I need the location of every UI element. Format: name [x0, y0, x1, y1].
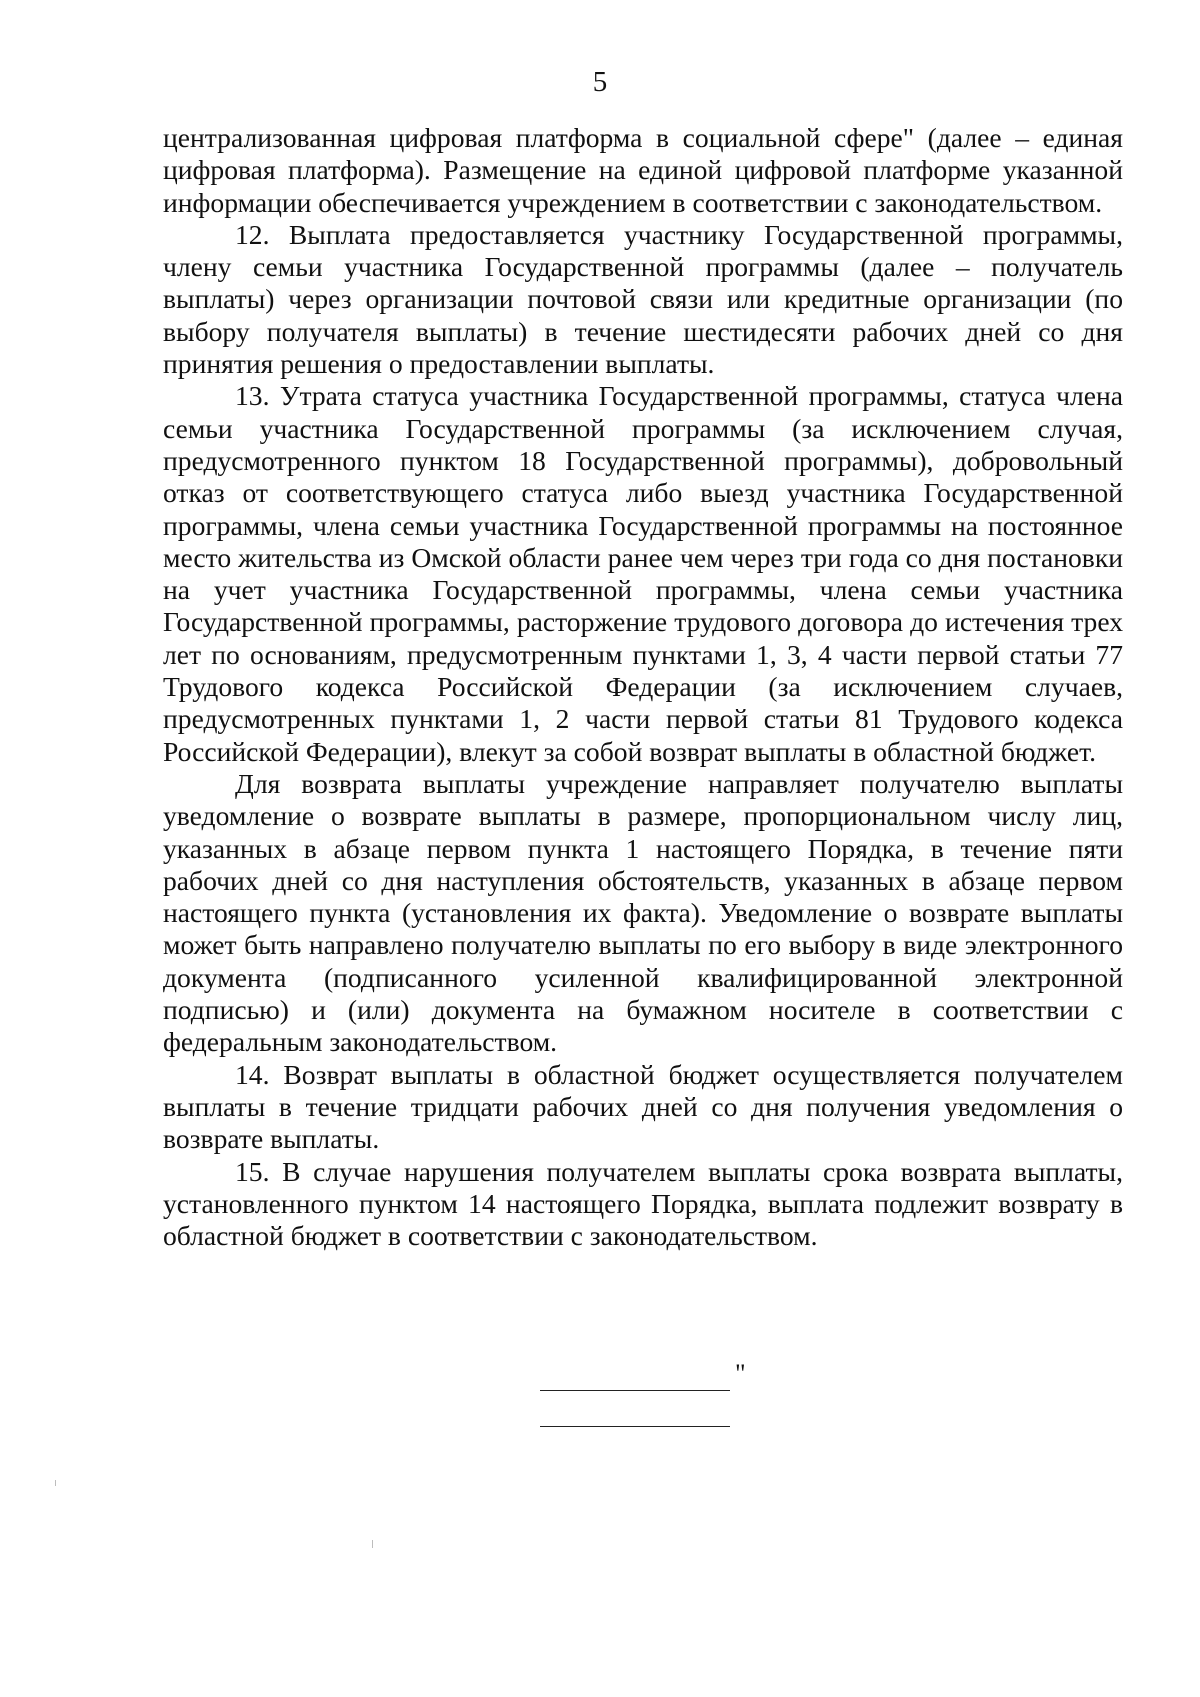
paragraph-item-12: 12. Выплата предоставляется участнику Государственной программы, члену семьи участника Государственной программы (далее – получатель выплаты) через организации почтовой связи или кредитные организации (по выбору получателя выплаты) в течение шестидесяти рабочих дней со дня принятия решения о предоставлении выплаты. [163, 218, 1123, 380]
paragraph-platform: централизованная цифровая платформа в социальной сфере" (далее – единая цифровая платформа). Размещение на единой цифровой платформе указанной информации обеспечивается учреждением в соответствии с законодательством. [163, 122, 1123, 218]
scan-speck [55, 1480, 56, 1486]
closing-underline-bottom [540, 1426, 730, 1427]
paragraph-item-13: 13. Утрата статуса участника Государственной программы, статуса члена семьи участника Государственной программы (за исключением случая, предусмотренного пунктом 18 Государственной программы), добровольный отказ от соответствующего статуса либо выезд участника Государственной программы, члена семьи участника Государственной программы на постоянное место жительства из Омской области ранее чем через три года со дня постановки на учет участника Государственной программы, члена семьи участника Государственной программы, расторжение трудового договора до истечения трех лет по основаниям, предусмотренным пунктами 1, 3, 4 части первой статьи 77 Трудового кодекса Российской Федерации (за исключением случаев, предусмотренных пунктами 1, 2 части первой статьи 81 Трудового кодекса Российской Федерации), влекут за собой возврат выплаты в областной бюджет. [163, 380, 1123, 767]
closing-block [0, 1360, 1200, 1440]
scan-speck [372, 1540, 373, 1548]
page-number: 5 [592, 66, 608, 98]
paragraph-item-15: 15. В случае нарушения получателем выплаты срока возврата выплаты, установленного пунктом 14 настоящего Порядка, выплата подлежит возврату в областной бюджет в соответствии с законодательством. [163, 1155, 1123, 1252]
closing-quote-mark: " [735, 1359, 746, 1388]
paragraph-item-14: 14. Возврат выплаты в областной бюджет осуществляется получателем выплаты в течение тридцати рабочих дней со дня получения уведомления о возврате выплаты. [163, 1058, 1123, 1155]
document-body [163, 122, 1123, 1252]
closing-underline-top [540, 1390, 730, 1391]
paragraph-return-notice: Для возврата выплаты учреждение направляет получателю выплаты уведомление о возврате выплаты в размере, пропорциональном числу лиц, указанных в абзаце первом пункта 1 настоящего Порядка, в течение пяти рабочих дней со дня наступления обстоятельств, указанных в абзаце первом настоящего пункта (установления их факта). Уведомление о возврате выплаты может быть направлено получателю выплаты по его выбору в виде электронного документа (подписанного усиленной квалифицированной электронной подписью) и (или) документа на бумажном носителе в соответствии с федеральным законодательством. [163, 767, 1123, 1058]
